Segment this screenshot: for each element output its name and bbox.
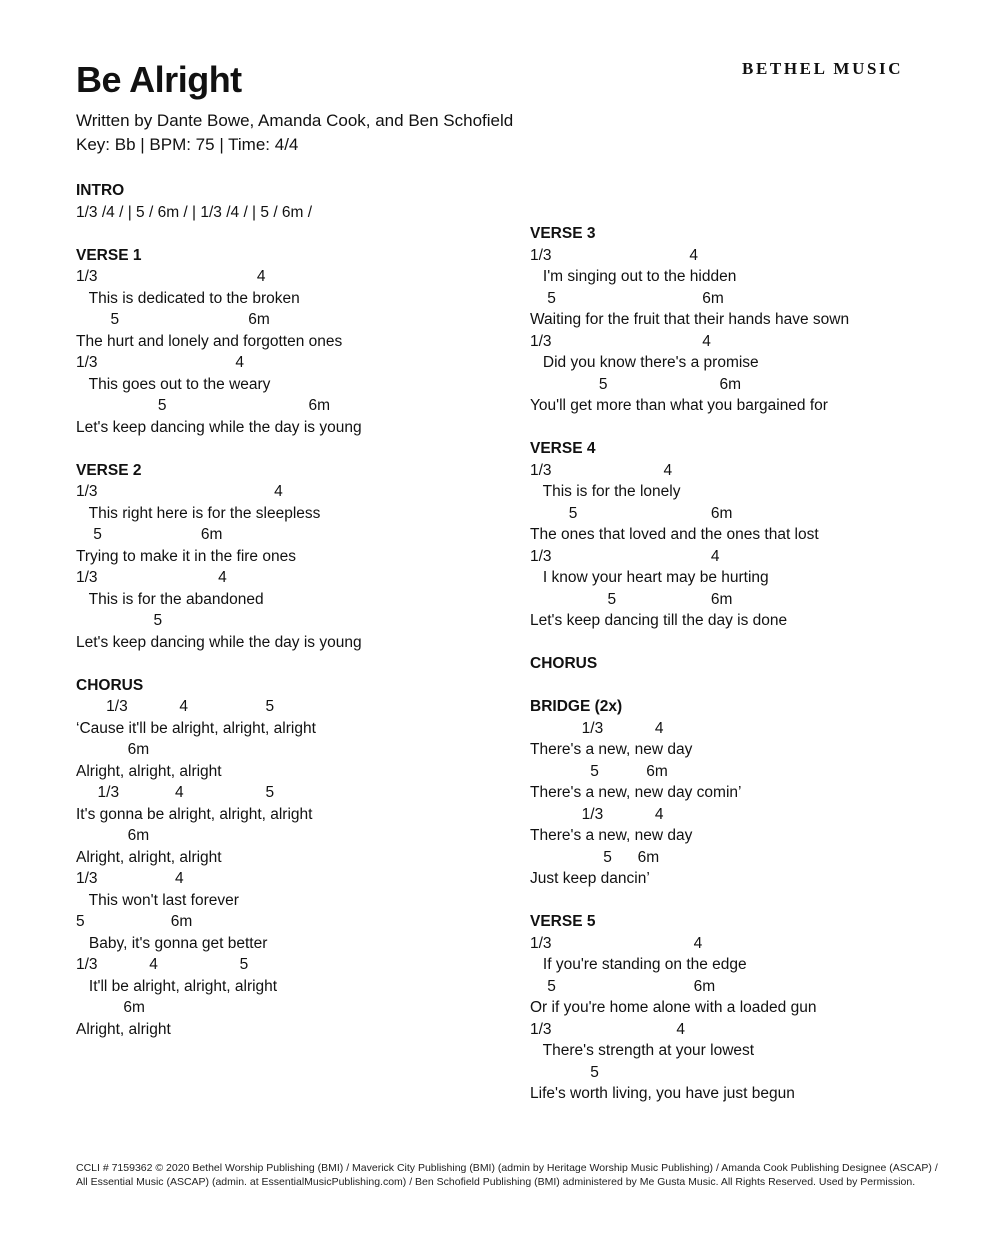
chord-line: 5 6m: [76, 526, 223, 543]
chord-line: 5 6m: [76, 311, 270, 328]
key-bpm-time: Key: Bb | BPM: 75 | Time: 4/4: [76, 135, 299, 154]
publisher-logo: BETHEL MUSIC: [742, 59, 904, 78]
spacer: [76, 223, 506, 245]
lyric-line: There's a new, new day comin’: [530, 784, 742, 801]
lyric-line: There's a new, new day: [530, 827, 693, 844]
lyric-line: It'll be alright, alright, alright: [76, 977, 278, 995]
lyric-line: Alright, alright, alright: [76, 762, 222, 780]
lyric-line: There's a new, new day: [530, 741, 693, 758]
lyric-line: This is for the abandoned: [76, 590, 264, 608]
lyric-line: Baby, it's gonna get better: [76, 934, 268, 952]
section-heading: INTRO: [76, 182, 125, 199]
lyric-line: This is for the lonely: [530, 483, 681, 500]
chord-line: 1/3 4 5: [76, 784, 275, 801]
chord-line: 6m: [76, 741, 150, 758]
spacer: [76, 438, 506, 460]
lyric-line: Or if you're home alone with a loaded gun: [530, 999, 817, 1016]
chord-line: 5 6m: [530, 590, 733, 608]
lyric-line: This is dedicated to the broken: [76, 289, 300, 307]
spacer: [530, 417, 960, 439]
lyric-line: Trying to make it in the fire ones: [76, 547, 296, 565]
chord-line: 1/3 4: [76, 870, 184, 887]
lyric-line: I know your heart may be hurting: [530, 569, 769, 586]
chord-line: 1/3 4: [76, 354, 244, 371]
chord-line: 6m: [76, 999, 145, 1016]
lyric-line: The hurt and lonely and forgotten ones: [76, 332, 343, 350]
chord-line: 1/3 4: [530, 719, 664, 737]
chord-line: 1/3 /4 / | 5 / 6m / | 1/3 /4 / | 5 / 6m /: [76, 203, 313, 221]
lyric-line: It's gonna be alright, alright, alright: [76, 805, 313, 823]
section-heading: VERSE 4: [530, 440, 596, 457]
chord-line: 1/3 4: [530, 1020, 686, 1038]
section-heading: BRIDGE (2x): [530, 698, 623, 715]
lyric-line: There's strength at your lowest: [530, 1042, 755, 1059]
chord-line: 5 6m: [530, 762, 668, 780]
chord-line: 5: [530, 1063, 599, 1081]
lyric-line: Life's worth living, you have just begun: [530, 1085, 795, 1102]
chord-line: 5 6m: [530, 289, 724, 307]
right-column: [530, 223, 960, 1105]
chord-line: 1/3 4: [530, 332, 711, 350]
chord-line: 1/3 4 5: [76, 698, 275, 715]
chord-line: 5 6m: [530, 977, 716, 995]
lyric-line: Let's keep dancing while the day is young: [76, 633, 362, 651]
song-meta: [76, 109, 513, 157]
section-heading: VERSE 1: [76, 246, 142, 264]
song-title: Be Alright: [76, 59, 242, 100]
chord-line: 1/3 4: [530, 805, 664, 823]
chord-line: 1/3 4: [76, 569, 227, 586]
chord-line: 1/3 4: [76, 268, 266, 285]
lyric-line: ‘Cause it'll be alright, alright, alright: [76, 719, 316, 737]
lyric-line: If you're standing on the edge: [530, 956, 747, 973]
chord-line: 1/3 4: [530, 246, 698, 264]
section-heading: VERSE 5: [530, 913, 596, 930]
spacer: [76, 653, 506, 675]
chord-line: 1/3 4: [530, 934, 703, 952]
section-heading: CHORUS: [530, 655, 598, 672]
lyric-line: Did you know there's a promise: [530, 354, 759, 371]
copyright-footer: CCLI # 7159362 © 2020 Bethel Worship Publishing (BMI) / Maverick City Publishing (BMI) (admin by Heritage Worship Music Publishing) / Amanda Cook Publishing Designee (ASCAP) / All Essential Music (ASCAP) (admin. at EssentialMusicPublishing.com) / Ben Schofield Publishing (BMI) administered by Me Gusta Music. All Rights Reserved. Used by Permission.: [76, 1162, 938, 1188]
chord-line: 5: [76, 612, 163, 629]
section-heading: VERSE 3: [530, 225, 596, 242]
chord-line: 5 6m: [76, 913, 193, 930]
lyric-line: Let's keep dancing while the day is young: [76, 418, 362, 436]
chord-line: 5 6m: [530, 504, 733, 522]
chord-line: 1/3 4: [530, 547, 720, 565]
chord-line: 5 6m: [76, 397, 331, 414]
left-column: [76, 180, 506, 1040]
lyric-line: You'll get more than what you bargained for: [530, 397, 828, 414]
lyric-line: Waiting for the fruit that their hands have sown: [530, 311, 850, 328]
lyric-line: Just keep dancin’: [530, 870, 650, 887]
spacer: [530, 632, 960, 654]
lyric-line: This right here is for the sleepless: [76, 504, 321, 522]
lyric-line: Let's keep dancing till the day is done: [530, 612, 788, 629]
lyric-line: This won't last forever: [76, 891, 239, 909]
chord-line: 6m: [76, 827, 150, 844]
section-heading: CHORUS: [76, 676, 144, 694]
section-heading: VERSE 2: [76, 461, 142, 479]
writers-credit: Written by Dante Bowe, Amanda Cook, and Ben Schofield: [76, 111, 514, 130]
spacer: [530, 675, 960, 697]
lyric-line: This goes out to the weary: [76, 375, 271, 393]
lyric-line: I'm singing out to the hidden: [530, 268, 737, 285]
chord-line: 1/3 4: [76, 483, 283, 500]
chord-line: 1/3 4 5: [76, 956, 249, 973]
chord-line: 5 6m: [530, 848, 660, 866]
lyric-line: Alright, alright, alright: [76, 848, 222, 866]
chord-line: 5 6m: [530, 375, 742, 393]
lyric-line: Alright, alright: [76, 1020, 171, 1038]
chord-line: 1/3 4: [530, 461, 673, 479]
spacer: [530, 890, 960, 912]
lyric-line: The ones that loved and the ones that lost: [530, 526, 819, 543]
